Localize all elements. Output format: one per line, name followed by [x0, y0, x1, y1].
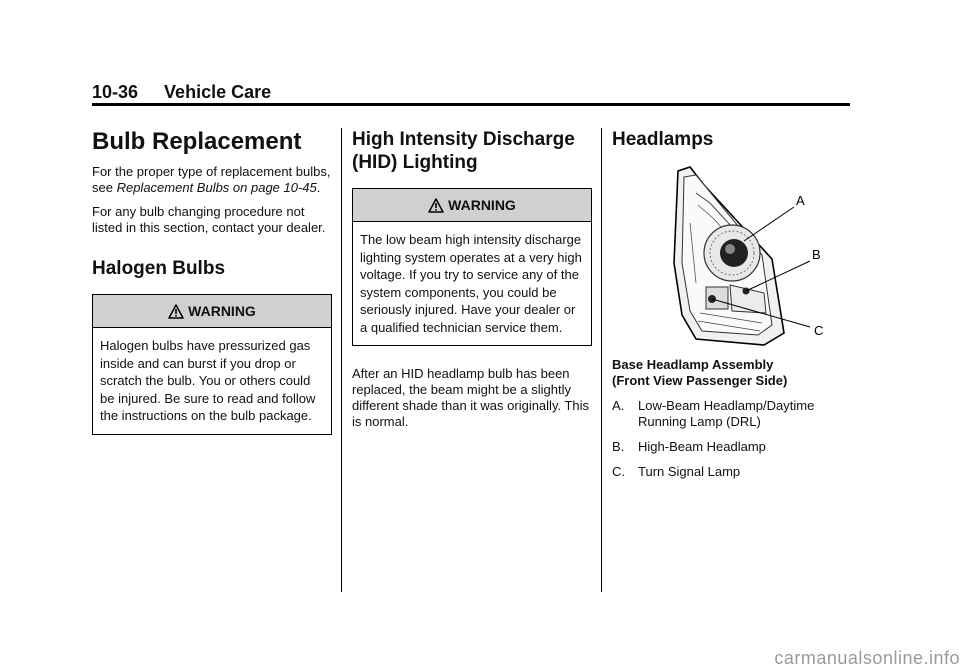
hid-title-line-1: High Intensity Discharge — [352, 129, 575, 150]
list-item-text: High-Beam Headlamp — [638, 439, 766, 454]
list-item — [612, 398, 850, 430]
column-3 — [612, 128, 850, 489]
bulb-replacement-title: Bulb Replacement — [92, 128, 302, 155]
warning-icon — [168, 304, 184, 319]
halogen-warning-label: WARNING — [188, 303, 256, 319]
figure-label-a: A — [796, 193, 805, 208]
hid-title-line-2: (HID) Lighting — [352, 152, 478, 173]
list-item-text: Low-Beam Headlamp/Daytime Running Lamp (DRL) — [638, 398, 815, 429]
bulb-replacement-para-2: For any bulb changing procedure not listed in this section, contact your dealer. — [92, 204, 326, 235]
column-2 — [352, 128, 592, 430]
section-title: Vehicle Care — [164, 82, 272, 102]
halogen-warning-text: Halogen bulbs have pressurized gas inside and can burst if you drop or scratch the bulb. You or others could be injured. Be sure to read and follow the instructions on the bulb package. — [100, 338, 316, 423]
para-1-period: . — [316, 180, 321, 195]
figure-caption — [612, 357, 850, 389]
replacement-bulbs-link[interactable]: Replacement Bulbs on page 10-45 — [116, 180, 317, 195]
figure-label-b: B — [812, 247, 821, 262]
hid-after-replacement-para: After an HID headlamp bulb has been replaced, the beam might be a slightly different shade than it was originally. This is normal. — [352, 366, 590, 429]
column-1 — [92, 128, 332, 435]
hid-warning-text: The low beam high intensity discharge lighting system operates at a very high voltage. If you try to service any of the system components, you could be seriously injured. Have your dealer or a qualified technician service them. — [360, 232, 582, 335]
caption-line-1: Base Headlamp Assembly — [612, 357, 774, 372]
page-number: 10-36 — [92, 82, 139, 102]
watermark: carmanualsonline.info — [774, 648, 960, 668]
header-rule — [92, 103, 850, 106]
page-header — [92, 82, 271, 103]
list-item-key: A. — [612, 398, 625, 413]
list-item-key: B. — [612, 439, 625, 454]
headlamp-illustration — [612, 163, 850, 353]
bulb-replacement-para-1 — [92, 164, 332, 196]
column-divider-1 — [341, 128, 342, 592]
list-item — [612, 439, 850, 455]
list-item — [612, 464, 850, 480]
list-item-key: C. — [612, 464, 625, 479]
para-1-text: For the proper type of replacement bulbs, see — [92, 164, 331, 195]
headlamps-title: Headlamps — [612, 129, 714, 150]
column-divider-2 — [601, 128, 602, 592]
figure-label-c: C — [814, 323, 824, 338]
halogen-warning-header — [93, 295, 331, 328]
halogen-warning-box — [92, 294, 332, 435]
headlamp-figure — [612, 163, 850, 353]
figure-legend-list — [612, 398, 850, 480]
hid-warning-label: WARNING — [448, 197, 516, 213]
halogen-bulbs-title: Halogen Bulbs — [92, 258, 226, 279]
caption-line-2: (Front View Passenger Side) — [612, 373, 788, 388]
warning-icon — [428, 198, 444, 213]
hid-warning-box — [352, 188, 592, 346]
list-item-text: Turn Signal Lamp — [638, 464, 741, 479]
hid-warning-header — [353, 189, 591, 222]
hid-lighting-title — [352, 128, 592, 174]
